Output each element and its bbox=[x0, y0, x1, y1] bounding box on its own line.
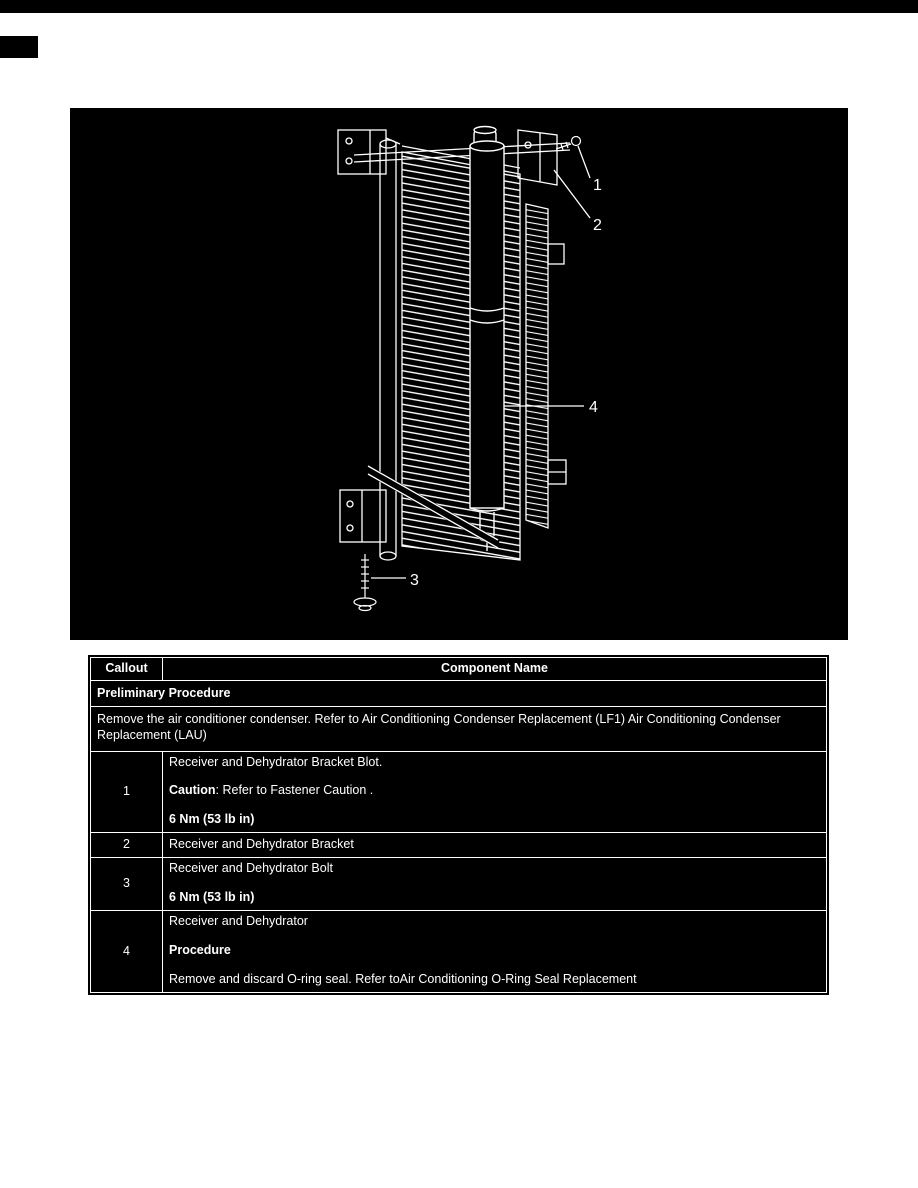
callout-column-header: Callout bbox=[91, 658, 163, 681]
table-row-callout-2 bbox=[91, 833, 827, 858]
procedure-text: Remove and discard O-ring seal. Refer toAir Conditioning O-Ring Seal Replacement bbox=[169, 971, 637, 986]
scan-artifact-top-bar bbox=[0, 0, 918, 13]
receiver-dehydrator-bracket bbox=[518, 130, 557, 185]
caution-line bbox=[169, 783, 820, 799]
component-line: Receiver and Dehydrator Bracket Blot. bbox=[169, 754, 383, 769]
condenser-line-art bbox=[70, 108, 848, 640]
caution-label: Caution bbox=[169, 783, 216, 798]
callout-2-label: 2 bbox=[593, 217, 602, 234]
lower-bolt bbox=[354, 554, 376, 611]
component-line: Receiver and Dehydrator bbox=[169, 914, 308, 929]
condenser-diagram bbox=[70, 108, 848, 640]
caution-text: : Refer to Fastener Caution . bbox=[215, 783, 374, 798]
table-header-row bbox=[91, 658, 827, 681]
callout-number-3: 3 bbox=[91, 858, 163, 911]
procedure-label: Procedure bbox=[169, 942, 231, 957]
component-cell-2 bbox=[163, 833, 827, 858]
lower-left-bracket bbox=[340, 490, 386, 542]
component-cell-4 bbox=[163, 911, 827, 993]
callout-4-label: 4 bbox=[589, 399, 598, 416]
table-row-callout-4 bbox=[91, 911, 827, 993]
preliminary-procedure-title: Preliminary Procedure bbox=[97, 685, 231, 700]
component-line: Receiver and Dehydrator Bolt bbox=[169, 861, 333, 875]
component-line: Receiver and Dehydrator Bracket bbox=[169, 837, 354, 852]
callout-table bbox=[90, 657, 827, 993]
callout-number-2: 2 bbox=[91, 833, 163, 858]
component-name-column-header: Component Name bbox=[163, 658, 827, 681]
scan-artifact-left-block bbox=[0, 36, 38, 58]
preliminary-procedure-text: Remove the air conditioner condenser. Refer to Air Conditioning Condenser Replacement (LF1) Air Conditioning Condenser Replacement (LAU) bbox=[97, 712, 781, 742]
callout-1-label: 1 bbox=[593, 177, 602, 194]
upper-left-bracket bbox=[338, 130, 400, 174]
callout-number-1: 1 bbox=[91, 751, 163, 833]
torque-spec: 6 Nm (53 lb in) bbox=[169, 811, 255, 826]
table-row-callout-3 bbox=[91, 858, 827, 911]
preliminary-body-row bbox=[91, 707, 827, 751]
preliminary-title-row bbox=[91, 680, 827, 707]
torque-spec: 6 Nm (53 lb in) bbox=[169, 889, 255, 904]
table-row-callout-1 bbox=[91, 751, 827, 833]
callout-table-container bbox=[88, 655, 829, 995]
callout-3-label: 3 bbox=[410, 572, 419, 589]
component-cell-1 bbox=[163, 751, 827, 833]
component-cell-3 bbox=[163, 858, 827, 911]
receiver-dehydrator bbox=[470, 127, 504, 552]
callout-number-4: 4 bbox=[91, 911, 163, 993]
